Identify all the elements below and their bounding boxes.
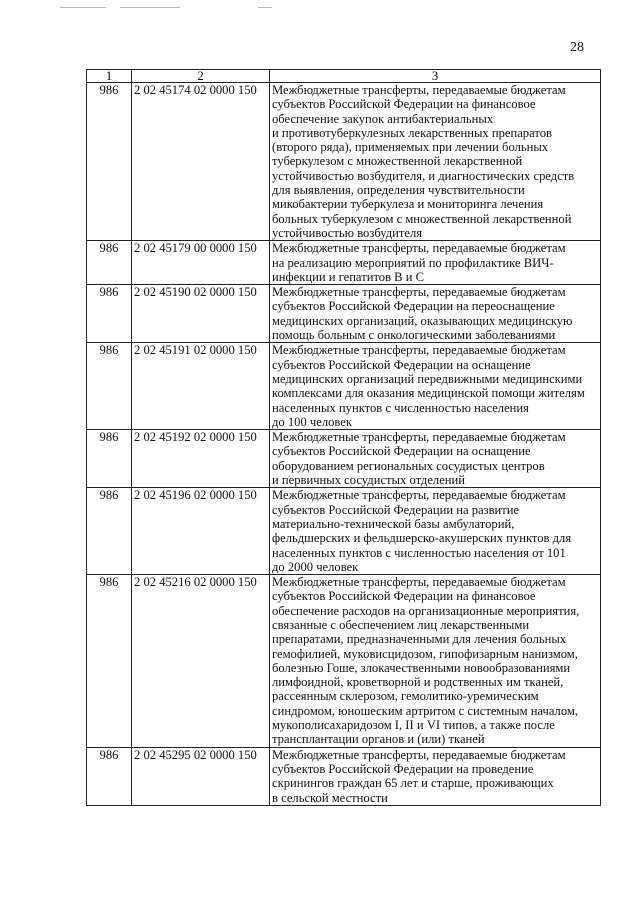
table-row	[87, 83, 601, 241]
table-row	[87, 343, 601, 430]
description-line: для выявления, определения чувствительности	[272, 183, 525, 198]
admin-code-cell: 986	[87, 241, 132, 285]
description-line: субъектов Российской Федерации на переоснащение	[272, 299, 555, 314]
scan-mark	[120, 7, 180, 8]
description-line: в сельской местности	[272, 790, 388, 805]
description-line: обеспечение расходов на организационные мероприятия,	[272, 603, 580, 618]
description-line: до 100 человек	[272, 414, 352, 429]
description-line: комплексами для оказания медицинской помощи жителям	[272, 386, 585, 401]
description-line: на реализацию мероприятий по профилактике ВИЧ-	[272, 255, 554, 270]
column-header-1: 1	[87, 70, 132, 83]
table-row	[87, 285, 601, 343]
description-line: и противотуберкулезных лекарственных препаратов	[272, 125, 552, 140]
description-line: Межбюджетные трансферты, передаваемые бюджетам	[272, 285, 566, 300]
admin-code-cell: 986	[87, 343, 132, 430]
description-line: гемофилией, муковисцидозом, гипофизарным нанизмом,	[272, 646, 578, 661]
budget-code-cell: 2 02 45190 02 0000 150	[132, 285, 270, 343]
description-line: больных туберкулезом с множественной лекарственной	[272, 211, 572, 226]
description-line: устойчивостью возбудителя, и диагностических средств	[272, 168, 575, 183]
description-line: медицинских организаций, оказывающих медицинскую	[272, 313, 573, 328]
scan-mark	[60, 7, 106, 8]
description-cell	[270, 747, 601, 805]
description-line: Межбюджетные трансферты, передаваемые бюджетам	[272, 343, 566, 358]
description-line: до 2000 человек	[272, 559, 359, 574]
description-line: лимфоидной, кроветворной и родственных им тканей,	[272, 675, 564, 690]
description-cell	[270, 285, 601, 343]
description-line: синдромом, юношеским артритом с системным началом,	[272, 703, 579, 718]
description-line: Межбюджетные трансферты, передаваемые бюджетам	[272, 430, 566, 445]
description-line: мукополисахаридозом I, II и VI типов, а также после	[272, 718, 555, 733]
description-line: и первичных сосудистых отделений	[272, 473, 466, 488]
description-line: субъектов Российской Федерации на развитие	[272, 502, 520, 517]
description-line: обеспечение закупок антибактериальных	[272, 111, 494, 126]
description-line: трансплантации органов и (или) тканей	[272, 732, 485, 747]
description-line: связанные с обеспечением лиц лекарственными	[272, 617, 530, 632]
description-line: Межбюджетные трансферты, передаваемые бюджетам	[272, 575, 566, 590]
table-row	[87, 241, 601, 285]
admin-code-cell: 986	[87, 747, 132, 805]
budget-code-cell: 2 02 45295 02 0000 150	[132, 747, 270, 805]
description-line: рассеянным склерозом, гемолитико-уремическим	[272, 689, 539, 704]
description-cell	[270, 430, 601, 488]
description-line: субъектов Российской Федерации на оснащение	[272, 357, 531, 372]
description-line: субъектов Российской Федерации на оснащение	[272, 444, 531, 459]
description-line: материально-технической базы амбулаторий,	[272, 516, 515, 531]
table-row	[87, 430, 601, 488]
description-line: оборудованием региональных сосудистых центров	[272, 458, 545, 473]
description-line: туберкулезом с множественной лекарственной	[272, 154, 523, 169]
budget-code-cell: 2 02 45174 02 0000 150	[132, 83, 270, 241]
description-line: Межбюджетные трансферты, передаваемые бюджетам	[272, 241, 566, 256]
description-line: субъектов Российской Федерации на финансовое	[272, 589, 536, 604]
budget-code-cell: 2 02 45196 02 0000 150	[132, 488, 270, 575]
budget-classification-table	[86, 69, 601, 806]
description-line: Межбюджетные трансферты, передаваемые бюджетам	[272, 83, 566, 97]
table-row	[87, 575, 601, 748]
admin-code-cell: 986	[87, 83, 132, 241]
description-line: инфекции и гепатитов В и С	[272, 269, 425, 284]
page-number: 28	[570, 40, 584, 55]
description-line: помощь больным с онкологическими заболеваниями	[272, 328, 556, 343]
admin-code-cell: 986	[87, 488, 132, 575]
description-line: устойчивостью возбудителя	[272, 225, 423, 240]
description-cell	[270, 488, 601, 575]
description-line: Межбюджетные трансферты, передаваемые бюджетам	[272, 747, 566, 762]
scan-mark	[258, 7, 272, 8]
description-cell	[270, 343, 601, 430]
budget-code-cell: 2 02 45192 02 0000 150	[132, 430, 270, 488]
table-header-row	[87, 70, 601, 83]
description-line: фельдшерских и фельдшерско-акушерских пунктов для	[272, 531, 572, 546]
table-row	[87, 488, 601, 575]
column-header-2: 2	[132, 70, 270, 83]
description-line: населенных пунктов с численностью населения	[272, 400, 529, 415]
budget-code-cell: 2 02 45179 00 0000 150	[132, 241, 270, 285]
admin-code-cell: 986	[87, 575, 132, 748]
description-cell	[270, 575, 601, 748]
description-cell	[270, 241, 601, 285]
description-line: (второго ряда), применяемых при лечении больных	[272, 140, 549, 155]
budget-code-cell: 2 02 45216 02 0000 150	[132, 575, 270, 748]
description-line: субъектов Российской Федерации на финансовое	[272, 97, 536, 112]
description-line: субъектов Российской Федерации на проведение	[272, 761, 534, 776]
description-line: препаратами, предназначенными для лечения больных	[272, 632, 567, 647]
description-cell	[270, 83, 601, 241]
description-line: Межбюджетные трансферты, передаваемые бюджетам	[272, 488, 566, 503]
budget-code-cell: 2 02 45191 02 0000 150	[132, 343, 270, 430]
description-line: болезнью Гоше, злокачественными новообразованиями	[272, 660, 571, 675]
admin-code-cell: 986	[87, 430, 132, 488]
description-line: скринингов граждан 65 лет и старше, проживающих	[272, 776, 554, 791]
table-row	[87, 747, 601, 805]
description-line: медицинских организаций передвижными медицинскими	[272, 371, 583, 386]
description-line: населенных пунктов с численностью населения от 101	[272, 545, 566, 560]
column-header-3: 3	[270, 70, 601, 83]
description-line: микобактерии туберкулеза и мониторинга лечения	[272, 197, 544, 212]
admin-code-cell: 986	[87, 285, 132, 343]
